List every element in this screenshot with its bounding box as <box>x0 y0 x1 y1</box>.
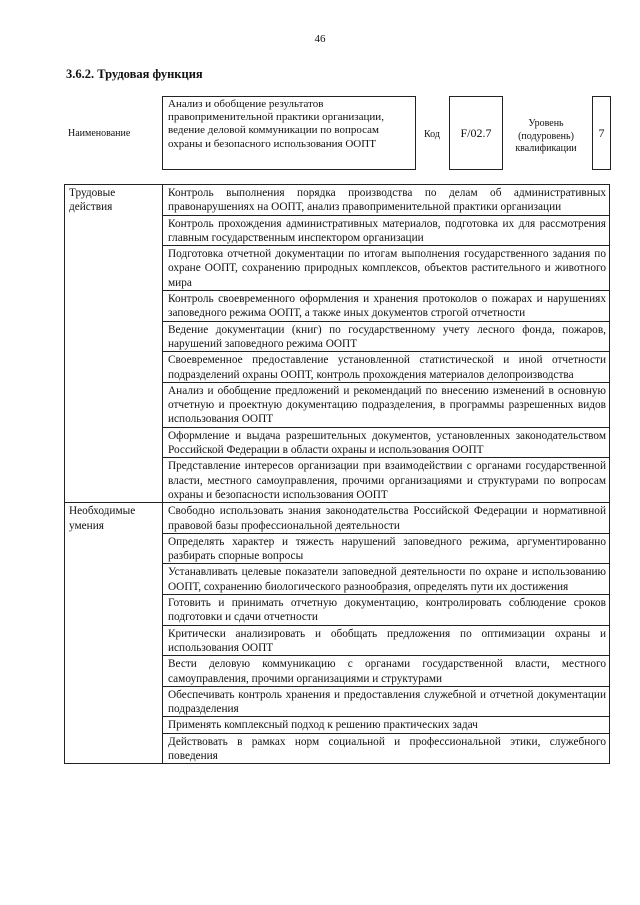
section-label: Необходимые умения <box>65 503 163 764</box>
table-cell: Подготовка отчетной документации по итогам выполнения государственного задания по охране ООПТ, сохранению природных комплексов, объектов растительного и животного мира <box>163 246 610 291</box>
table-row <box>65 503 610 534</box>
table-cell: Контроль прохождения административных материалов, подготовка их для рассмотрения главным государственным инспектором организации <box>163 215 610 246</box>
code-label: Код <box>424 129 440 140</box>
code-box: F/02.7 <box>449 96 503 170</box>
table-cell: Готовить и принимать отчетную документацию, контролировать соблюдение сроков подготовки и сдачи отчетности <box>163 595 610 626</box>
table-cell: Критически анализировать и обобщать предложения по оптимизации охраны и использования ООПТ <box>163 625 610 656</box>
table-cell: Обеспечивать контроль хранения и предоставления служебной и отчетной документации подразделения <box>163 686 610 717</box>
name-label: Наименование <box>68 128 131 139</box>
function-table <box>64 184 610 764</box>
table-cell: Определять характер и тяжесть нарушений заповедного режима, аргументированно разбирать спорные вопросы <box>163 533 610 564</box>
table-cell: Ведение документации (книг) по государственному учету лесного фонда, пожаров, нарушений заповедного режима ООПТ <box>163 321 610 352</box>
level-box: 7 <box>592 96 611 170</box>
table-cell: Контроль выполнения порядка производства по делам об административных правонарушениях на ООПТ, анализ правоприменительной практики организации <box>163 185 610 216</box>
table-cell: Контроль своевременного оформления и хранения протоколов о пожарах и нарушениях заповедного режима ООПТ, а также иных документов строгой отчетности <box>163 291 610 322</box>
table-cell: Применять комплексный подход к решению практических задач <box>163 717 610 733</box>
page-number: 46 <box>314 33 326 45</box>
function-name-box: Анализ и обобщение результатов правоприменительной практики организации, ведение деловой коммуникации по вопросам охраны и безопасного использования ООПТ <box>162 96 416 170</box>
table-cell: Действовать в рамках норм социальной и профессиональной этики, служебного поведения <box>163 733 610 764</box>
table-cell: Устанавливать целевые показатели заповедной деятельности по охране и использованию ООПТ, сохранению биологического разнообразия, определять пути их достижения <box>163 564 610 595</box>
table-cell: Оформление и выдача разрешительных документов, установленных законодательством Российской Федерации в области охраны и использования ООПТ <box>163 427 610 458</box>
section-title: 3.6.2. Трудовая функция <box>66 67 203 81</box>
table-row <box>65 185 610 216</box>
section-label: Трудовые действия <box>65 185 163 503</box>
table-cell: Свободно использовать знания законодательства Российской Федерации и нормативной правовой базы профессиональной деятельности <box>163 503 610 534</box>
table-cell: Вести деловую коммуникацию с органами государственной власти, местного самоуправления, прочими организациями и структурами <box>163 656 610 687</box>
level-label: Уровень (подуровень) квалификации <box>515 118 577 154</box>
table-cell: Анализ и обобщение предложений и рекомендаций по внесению изменений в основную отчетную и проектную документацию подразделения, в программы разрешенных видов использования ООПТ <box>163 382 610 427</box>
table-cell: Представление интересов организации при взаимодействии с органами государственной власти, местного самоуправления, прочими организациями и структурами по вопросам охраны и безопасности использования ООПТ <box>163 458 610 503</box>
table-cell: Своевременное предоставление установленной статистической и иной отчетности подразделений охраны ООПТ, контроль прохождения материалов делопроизводства <box>163 352 610 383</box>
